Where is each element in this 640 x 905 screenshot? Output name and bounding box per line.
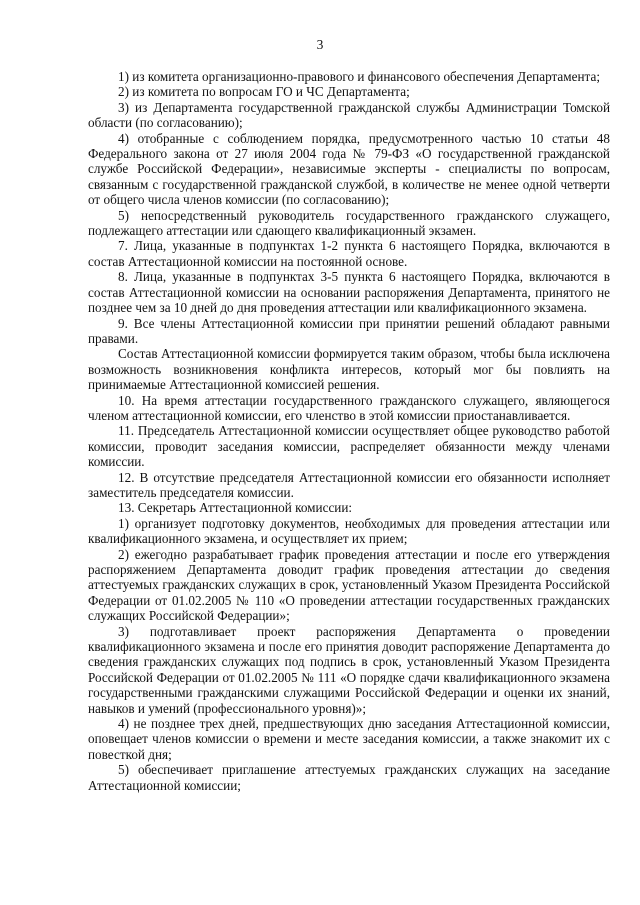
paragraph-8: 8. Лица, указанные в подпунктах 3-5 пункта 6 настоящего Порядка, включаются в состав Аттестационной комиссии на основании распоряжения Департамента, принятого не позднее чем за 10 дней до дня проведения аттестации или квалификационного экзамена. xyxy=(88,269,610,316)
paragraph-10: 10. На время аттестации государственного гражданского служащего, являющегося членом аттестационной комиссии, его членство в этой комиссии приостанавливается. xyxy=(88,392,610,423)
paragraph-12: 12. В отсутствие председателя Аттестационной комиссии его обязанности исполняет заместитель председателя комиссии. xyxy=(88,469,610,500)
document-body xyxy=(88,69,610,793)
paragraph-3: 3) из Департамента государственной гражданской службы Администрации Томской области (по согласованию); xyxy=(88,99,610,131)
page-number: 3 xyxy=(316,37,324,52)
paragraph-4: 4) отобранные с соблюдением порядка, предусмотренного частью 10 статьи 48 Федерального закона от 27 июля 2004 года № 79-ФЗ «О государственной гражданской службе Российской Федерации», независимые эксперты - специалисты по вопросам, связанным с государственной гражданской службой, в количестве не менее одной четверти от общего числа членов комиссии (по согласованию); xyxy=(88,130,610,208)
paragraph-13-4: 4) не позднее трех дней, предшествующих дню заседания Аттестационной комиссии, оповещает членов комиссии о времени и месте заседания комиссии, а также знакомит их с повесткой дня; xyxy=(88,716,610,762)
paragraph-13-5: 5) обеспечивает приглашение аттестуемых гражданских служащих на заседание Аттестационной комиссии; xyxy=(88,762,610,793)
paragraph-13: 13. Секретарь Аттестационной комиссии: xyxy=(118,500,353,516)
paragraph-5: 5) непосредственный руководитель государственного гражданского служащего, подлежащего аттестации или сдающего квалификационный экзамен. xyxy=(88,207,610,239)
paragraph-7: 7. Лица, указанные в подпунктах 1-2 пункта 6 настоящего Порядка, включаются в состав Аттестационной комиссии на постоянной основе. xyxy=(88,238,610,269)
paragraph-13-2: 2) ежегодно разрабатывает график проведения аттестации и после его утверждения распоряжением Департамента доводит график проведения аттестации до сведения аттестуемых гражданских служащих в срок, установленный Указом Президента Российской Федерации от 01.02.2005 № 110 «О проведении аттестации государственных гражданских служащих Российской Федерации»; xyxy=(88,546,610,624)
paragraph-11: 11. Председатель Аттестационной комиссии осуществляет общее руководство работой комиссии, проводит заседания комиссии, распределяет обязанности между членами комиссии. xyxy=(88,423,610,470)
paragraph-composition: Состав Аттестационной комиссии формируется таким образом, чтобы была исключена возможность возникновения конфликта интересов, который мог бы повлиять на принимаемые Аттестационной комиссией решения. xyxy=(88,346,610,393)
paragraph-1: 1) из комитета организационно-правового и финансового обеспечения Департамента; xyxy=(118,69,600,84)
paragraph-13-3: 3) подготавливает проект распоряжения Департамента о проведении квалификационного экзамена и после его принятия доводит распоряжение Департамента до сведения гражданских служащих под подпись в срок, установленный Указом Президента Российской Федерации от 01.02.2005 № 111 «О порядке сдачи квалификационного экзамена государственными гражданскими служащими Российской Федерации и оценки их знаний, навыков и умений (профессионального уровня)»; xyxy=(88,623,610,716)
paragraph-2: 2) из комитета по вопросам ГО и ЧС Департамента; xyxy=(118,84,410,100)
paragraph-13-1: 1) организует подготовку документов, необходимых для проведения аттестации или квалификационного экзамена, и осуществляет их прием; xyxy=(88,515,610,547)
paragraph-9: 9. Все члены Аттестационной комиссии при принятии решений обладают равными правами. xyxy=(88,315,610,346)
